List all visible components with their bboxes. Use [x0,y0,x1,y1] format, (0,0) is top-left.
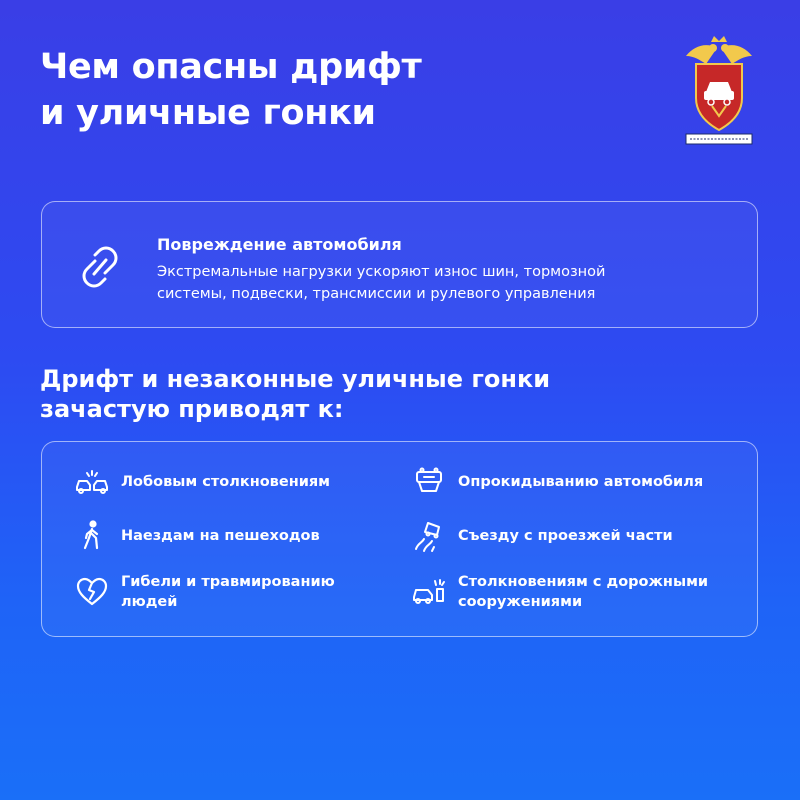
police-eagle-emblem-icon [684,36,754,148]
list-item-rollover [412,460,742,504]
broken-link-icon [76,243,124,291]
vehicle-damage-heading: Повреждение автомобиля [157,235,402,254]
consequences-card [41,441,758,637]
vehicle-damage-text-line-2: системы, подвески, трансмиссии и рулевого управления [157,286,596,302]
title-line-1: Чем опасны дрифт [40,47,422,87]
consequences-heading-line-2: зачастую приводят к: [40,395,344,423]
vehicle-damage-card [41,201,758,328]
page-title [40,44,600,136]
list-item-label: Столкновениям с дорожными сооружениями [458,574,709,610]
vehicle-damage-description [157,261,737,305]
list-item-label: Съезду с проезжей части [458,528,673,544]
vehicle-damage-text-line-1: Экстремальные нагрузки ускоряют износ шин, тормозной [157,264,606,280]
list-item-road-structures [412,570,742,614]
list-item-pedestrian [75,514,405,558]
car-rollover-icon [412,465,446,499]
list-item-label: Опрокидыванию автомобиля [458,474,704,490]
title-line-2: и уличные гонки [40,93,376,133]
list-item-label: Наездам на пешеходов [121,528,320,544]
list-item-label: Гибели и травмированию людей [121,574,335,610]
car-crash-icon [75,465,109,499]
list-item-off-road [412,514,742,558]
list-item-head-on-collision [75,460,405,504]
consequences-heading-line-1: Дрифт и незаконные уличные гонки [40,365,551,393]
broken-heart-icon [75,575,109,609]
car-collision-icon [412,575,446,609]
consequences-heading [40,364,740,424]
list-item-label: Лобовым столкновениям [121,474,331,490]
car-skid-icon [412,519,446,553]
pedestrian-icon [75,519,109,553]
list-item-injuries [75,570,405,614]
